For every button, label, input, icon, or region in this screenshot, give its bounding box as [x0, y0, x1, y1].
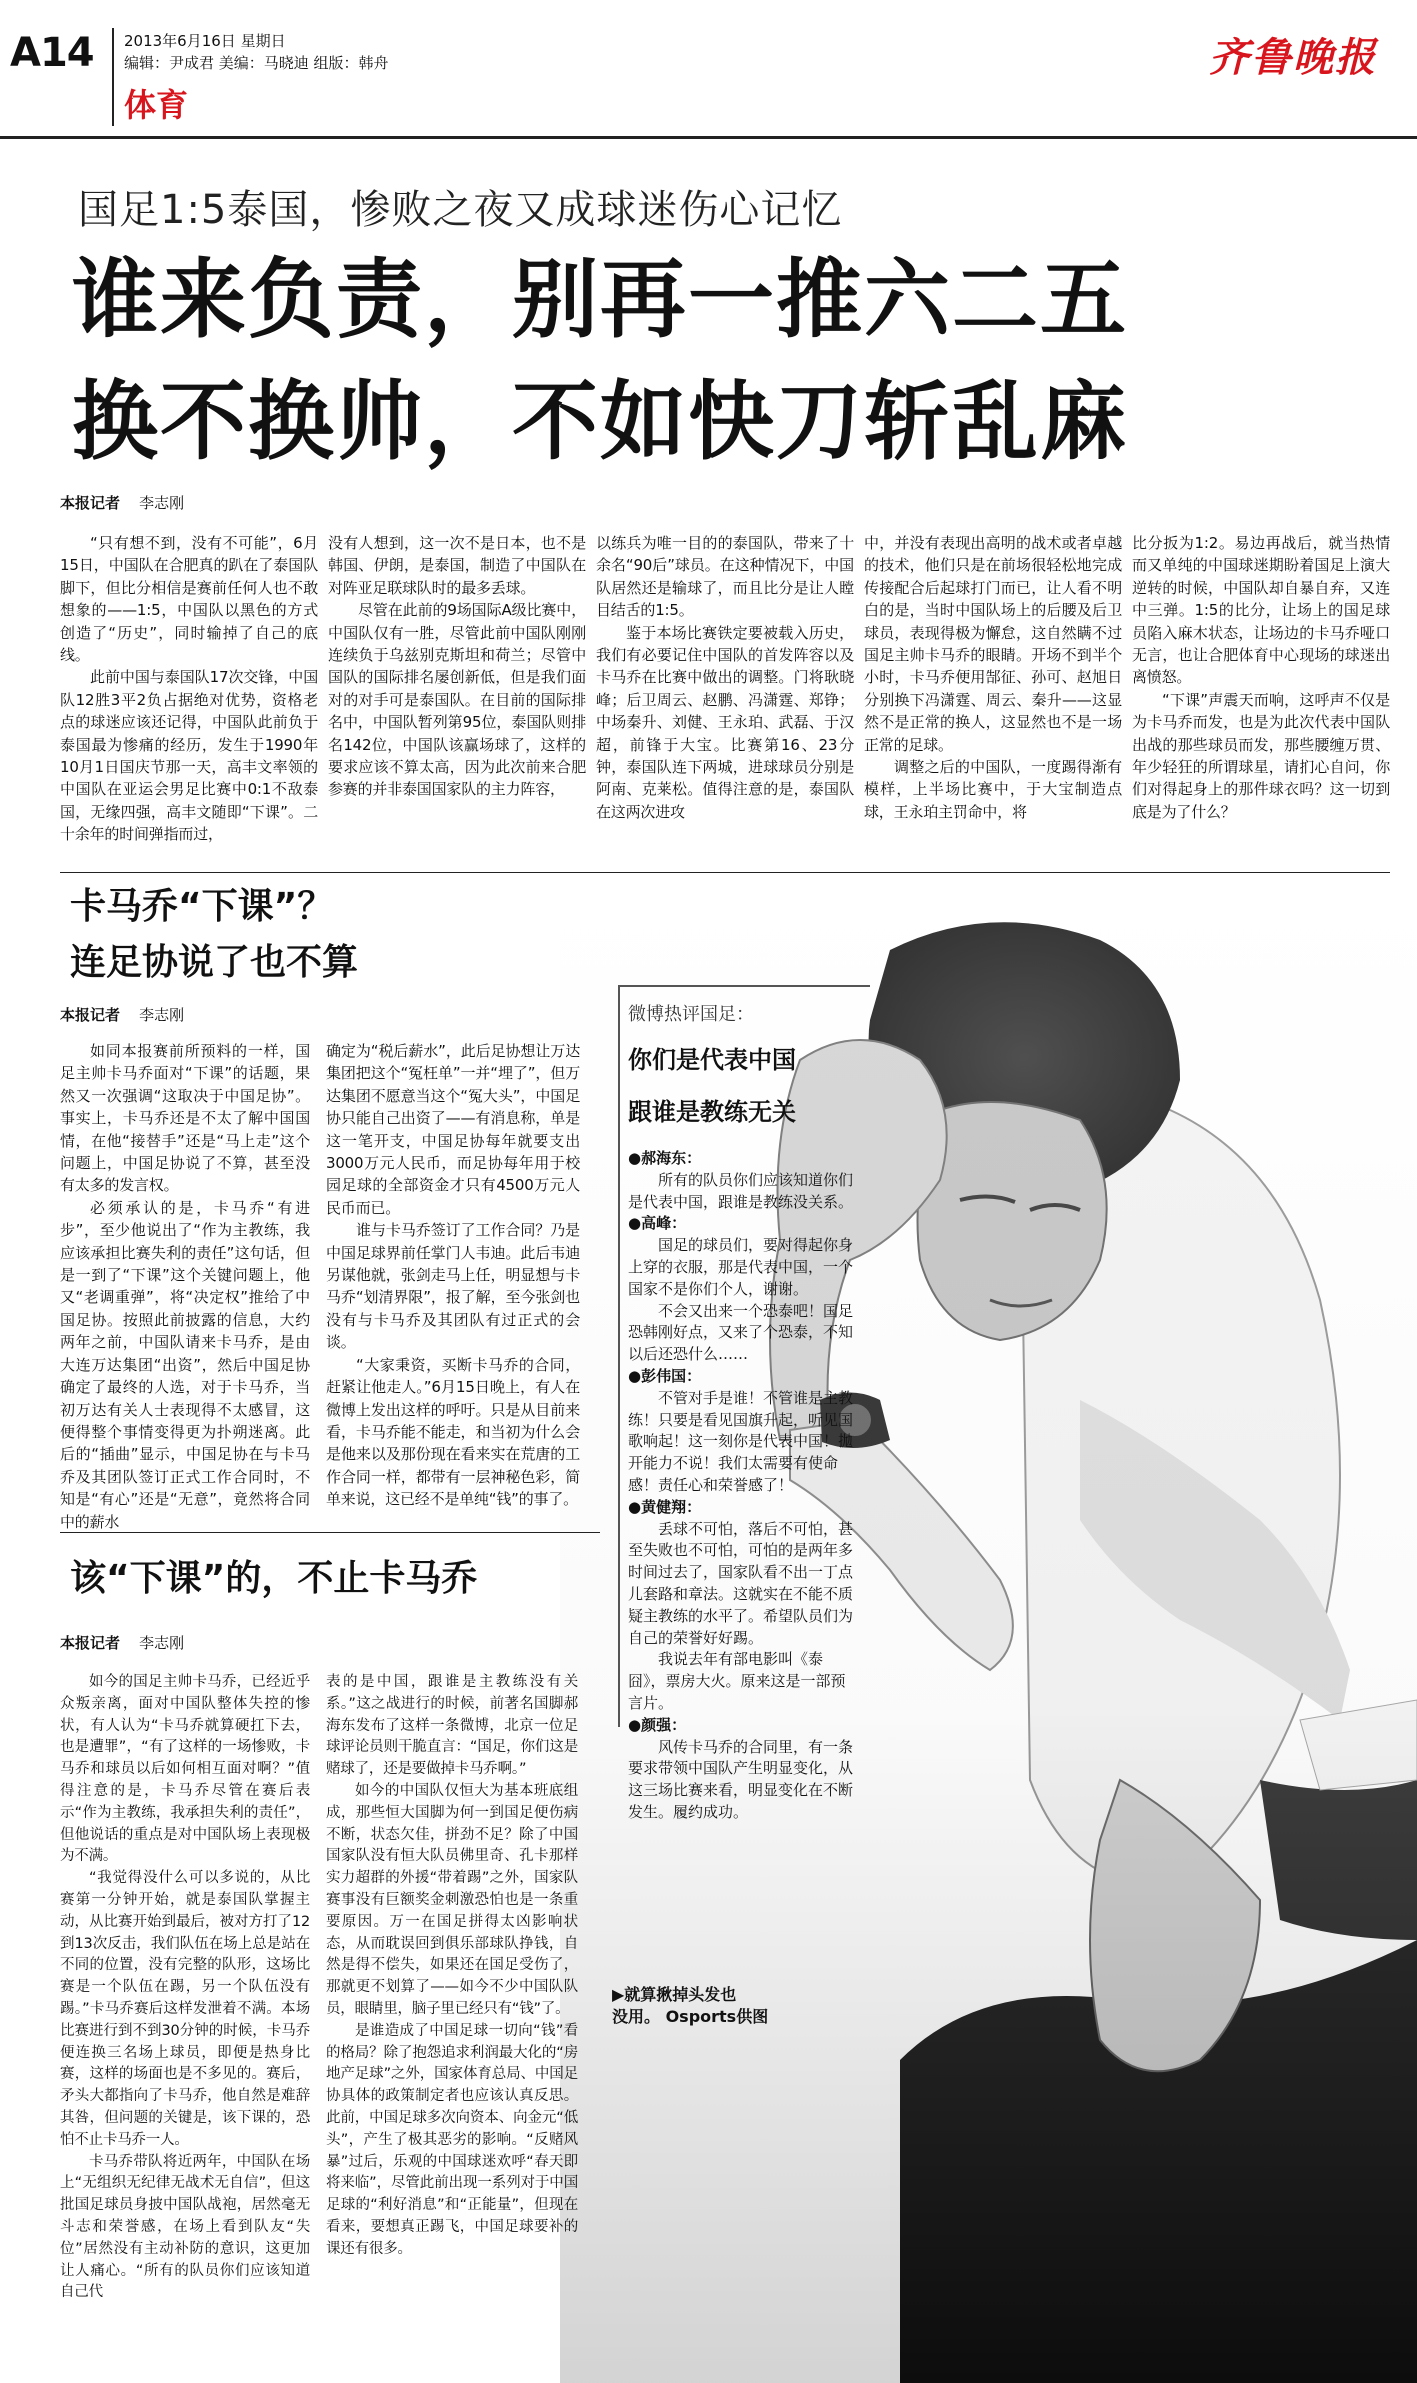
story2-column-1: 如同本报赛前所预料的一样，国足主帅卡马乔面对“下课”的话题，果然又一次强调“这取决于中国足协”。事实上，卡马乔还是不太了解中国国情，在他“接替手”还是“马上走”这个问题上，中国足协说了不算，甚至没有太多的发言权。 必须承认的是，卡马乔“有进步”，至少他说出了“作为主教练，我应该承担比赛失利的责任”这句话，但是一到了“下课”这个关键问题上，他又“老调重弹”，将“决定权”推给了中国足协。按照此前披露的信息，大约两年之前，中国队请来卡马乔，是由大连万达集团“出资”，然后中国足协确定了最终的人选，对于卡马乔，当初万达有关人士表现得不太感冒，这便得整个事情变得更为扑朔迷离。此后的“插曲”显示，中国足协在与卡马乔及其团队签订正式工作合同时，不知是“有心”还是“无意”，竟然将合同中的薪水 [60, 1042, 310, 1531]
story3-column-2: 表的是中国，跟谁是主教练没有关系。”这之战进行的时候，前著名国脚郝海东发布了这样一条微博，北京一位足球评论员则干脆直言：“国足，你们这是赌球了，还是要做掉卡马乔啊。” 如今的中国队仅恒大为基本班底组成，那些恒大国脚为何一到国足便伤病不断，状态欠佳，拼劲不足？除了中国国家队没有恒大队员佛里奇、孔卡那样实力超群的外援“带着踢”之外，国家队赛事没有巨额奖金刺激恐怕也是一条重要原因。万一在国足拼得太凶影响状态，从而耽误回到俱乐部球队挣钱，自然是得不偿失，如果还在国足受伤了，那就更不划算了——如今不少中国队队员，眼睛里，脑子里已经只有“钱”了。 是谁造成了中国足球一切向“钱”看的格局？除了抱怨追求利润最大化的“房地产足球”之外，国家体育总局、中国足协具体的政策制定者也应该认真反思。此前，中国足球多次向资本、向金元“低头”，产生了极其恶劣的影响。“反赌风暴”过后，乐观的中国球迷欢呼“春天即将来临”，尽管此前出现一系列对于中国足球的“利好消息”和“正能量”，但现在看来，要想真正踢飞，中国足球要补的课还有很多。 [326, 1674, 578, 2257]
byline-label: 本报记者 [60, 494, 121, 512]
weibo-entry: 我说去年有部电影叫《泰囧》，票房大火。原来这是一部预言片。 [628, 1650, 846, 1712]
story2-title-line1: 卡马乔“下课”？ [70, 886, 334, 927]
story3-title: 该“下课”的，不止卡马乔 [70, 1558, 478, 1599]
weibo-entry: ●黄健翔： 丢球不可怕，落后不可怕，甚至失败也不可怕，可怕的是两年多时间过去了，国家队看不出一丁点儿套路和章法。这就实在不能不质疑主教练的水平了。希望队员们为自己的荣誉好好踢。 [628, 1497, 854, 1647]
main-story-rule [60, 872, 1390, 873]
main-column-2: 没有人想到，这一次不是日本，也不是韩国、伊朗，是泰国，制造了中国队在对阵亚足联球队时的最多丢球。 尽管在此前的9场国际A级比赛中，中国队仅有一胜，尽管此前中国队刚刚连续负于乌兹别克斯坦和荷兰；尽管中国队的国际排名屡创新低，但是我们面对的对手可是泰国队。在目前的国际排名中，中国队暂列第95位，泰国队则排名142位，中国队该赢场球了，这样的要求应该不算太高，因为此次前来合肥参赛的并非泰国国家队的主力阵容， [328, 534, 586, 799]
weibo-comments [628, 1148, 860, 1824]
story3-column-1: 如今的国足主帅卡马乔，已经近乎众叛亲离，面对中国队整体失控的惨状，有人认为“卡马乔就算硬扛下去，也是遭罪”，“有了这样的一场惨败，卡马乔和球员以后如何相互面对啊？”值得注意的是，卡马乔尽管在赛后表示“作为主教练，我承担失利的责任”，但他说话的重点是对中国队场上表现极为不满。 “我觉得没什么可以多说的，从比赛第一分钟开始，就是泰国队掌握主动，从比赛开始到最后，被对方打了12到13次反击，我们队伍在场上总是站在不同的位置，没有完整的队形，这场比赛是一个队伍在踢，另一个队伍没有踢。”卡马乔赛后这样发泄着不满。本场比赛进行到不到30分钟的时候，卡马乔便连换三名场上球员，即便是热身比赛，这样的场面也是不多见的。赛后，矛头大都指向了卡马乔，他自然是难辞其咎，但问题的关键是，该下课的，恐怕不止卡马乔一人。 卡马乔带队将近两年，中国队在场上“无组织无纪律无战术无自信”，但这批国足球员身披中国队战袍，居然毫无斗志和荣誉感，在场上看到队友“失位”居然没有主动补防的意识，这更加让人痛心。“所有的队员你们应该知道自己代 [60, 1674, 310, 2301]
newspaper-logo: 齐鲁晚报 [1209, 34, 1377, 81]
main-column-4: 中，并没有表现出高明的战术或者卓越的技术，他们只是在前场很轻松地完成传接配合后起球打门而已，让人看不明白的是，当时中国队场上的后腰及后卫球员，表现得极为懈怠，这自然瞒不过国足主帅卡马乔的眼睛。开场不到半个小时，卡马乔便用郜征、孙可、赵旭日分别换下冯潇霆、周云、秦升——这显然不是正常的换人，这显然也不是一场正常的足球。 调整之后的中国队，一度踢得渐有模样，上半场比赛中，于大宝制造点球，王永珀主罚命中，将 [864, 534, 1122, 821]
weibo-kicker: 微博热评国足： [628, 1004, 754, 1025]
section-title: 体育 [124, 86, 189, 124]
main-column-5: 比分扳为1:2。易边再战后，就当热情而又单纯的中国球迷期盼着国足上演大逆转的时候，中国队却自暴自弃，又连中三弹。1:5的比分，让场上的国足球员陷入麻木状态，让场边的卡马乔哑口无言，也让合肥体育中心现场的球迷出离愤怒。 “下课”声震天而响，这呼声不仅是为卡马乔而发，也是为此次代表中国队出战的那些球员而发，那些腰缠万贯、年少轻狂的所谓球星，请扪心自问，你们对得起身上的那件球衣吗？这一切到底是为了什么？ [1132, 534, 1390, 821]
photo-caption-line1: ▶就算揪掉头发也 [612, 1985, 737, 2004]
main-kicker: 国足1:5泰国，惨败之夜又成球迷伤心记忆 [78, 187, 843, 233]
weibo-title-line2: 跟谁是教练无关 [628, 1098, 796, 1126]
weibo-entry: ●彭伟国： 不管对手是谁！不管谁是主教练！只要是看见国旗升起，听见国歌响起！这一刻你是代表中国！拋开能力不说！我们太需要有使命感！责任心和荣誉感了！ [628, 1366, 854, 1494]
weibo-entry: ●颜强： 风传卡马乔的合同里，有一条要求带领中国队产生明显变化，从这三场比赛来看，明显变化在不断发生。履约成功。 [628, 1715, 854, 1821]
main-column-3: 以练兵为唯一目的的泰国队，带来了十余名“90后”球员。在这种情况下，中国队居然还是输球了，而且比分是让人瞠目结舌的1:5。 鉴于本场比赛铁定要被载入历史，我们有必要记住中国队的首发阵容以及卡马乔在比赛中做出的调整。门将耿晓峰；后卫周云、赵鹏、冯潇霆、郑铮；中场秦升、刘健、王永珀、武磊、于汉超，前锋于大宝。比赛第16、23分钟，泰国队连下两城，进球球员分别是阿南、克莱松。值得注意的是，泰国队在这两次进攻 [596, 534, 854, 821]
main-byline [60, 492, 184, 513]
photo-caption-line2: 没用。 Osports供图 [612, 2007, 769, 2026]
header-divider [112, 28, 114, 126]
weibo-entry: ●高峰： 国足的球员们，要对得起你身上穿的衣服，那是代表中国，一个国家不是你们个人，谢谢。 [628, 1214, 854, 1298]
weibo-entry: 不会又出来一个恐泰吧！国足恐韩刚好点，又来了个恐泰，不知以后还恐什么…… [628, 1301, 854, 1364]
main-column-1: “只有想不到，没有不可能”，6月15日，中国队在合肥真的趴在了泰国队脚下，但比分相信是赛前任何人也不敢想象的——1:5，中国队以黑色的方式创造了“历史”，同时输掉了自己的底线。 此前中国与泰国队17次交锋，中国队12胜3平2负占据绝对优势，资格老点的球迷应该还记得，中国队此前负于泰国最为惨痛的经历，发生于1990年10月1日国庆节那一天，高丰文率领的中国队在亚运会男足比赛中0:1不敌泰国，无缘四强，高丰文随即“下课”。二十余年的时间弹指而过， [60, 534, 318, 844]
weibo-entry: ●郝海东： 所有的队员你们应该知道你们是代表中国，跟谁是教练没关系。 [628, 1149, 854, 1211]
weibo-title-line1: 你们是代表中国 [628, 1046, 796, 1074]
page-number: A14 [10, 30, 94, 76]
story2-byline: 本报记者 李志刚 [60, 1006, 185, 1024]
story2-column-2: 确定为“税后薪水”，此后足协想让万达集团把这个“冤枉单”一并“埋了”，但万达集团不愿意当这个“冤大头”，中国足协只能自己出资了——有消息称，单是这一笔开支，中国足协每年就要支出3000万元人民币，而足协每年用于校园足球的全部资金才只有4500万元人民币而已。 谁与卡马乔签订了工作合同？乃是中国足球界前任掌门人韦迪。此后韦迪另谋他就，张剑走马上任，明显想与卡马乔“划清界限”，报了解，至今张剑也没有与卡马乔及其团队有过正式的会谈。 “大家秉资，买断卡马乔的合同，赶紧让他走人。”6月15日晚上，有人在微博上发出这样的呼吁。只是从目前来看，卡马乔能不能走，和当初为什么会是他来以及那份现在看来实在荒唐的工作合同一样，都带有一层神秘色彩，简单来说，这已经不是单纯“钱”的事了。 [326, 1042, 580, 1509]
story3-byline: 本报记者 李志刚 [60, 1634, 185, 1652]
header-rule [0, 136, 1417, 139]
byline-name: 李志刚 [139, 494, 185, 512]
story2-title-line2: 连足协说了也不算 [70, 942, 359, 983]
story2-rule [60, 1532, 600, 1533]
main-headline-line2: 换不换帅，不如快刀斩乱麻 [72, 372, 1128, 472]
main-headline-line1: 谁来负责，别再一推六二五 [72, 250, 1128, 350]
issue-date: 2013年6月16日 星期日 [124, 32, 286, 50]
editor-credits: 编辑：尹成君 美编：马晓迪 组版：韩舟 [124, 54, 389, 72]
